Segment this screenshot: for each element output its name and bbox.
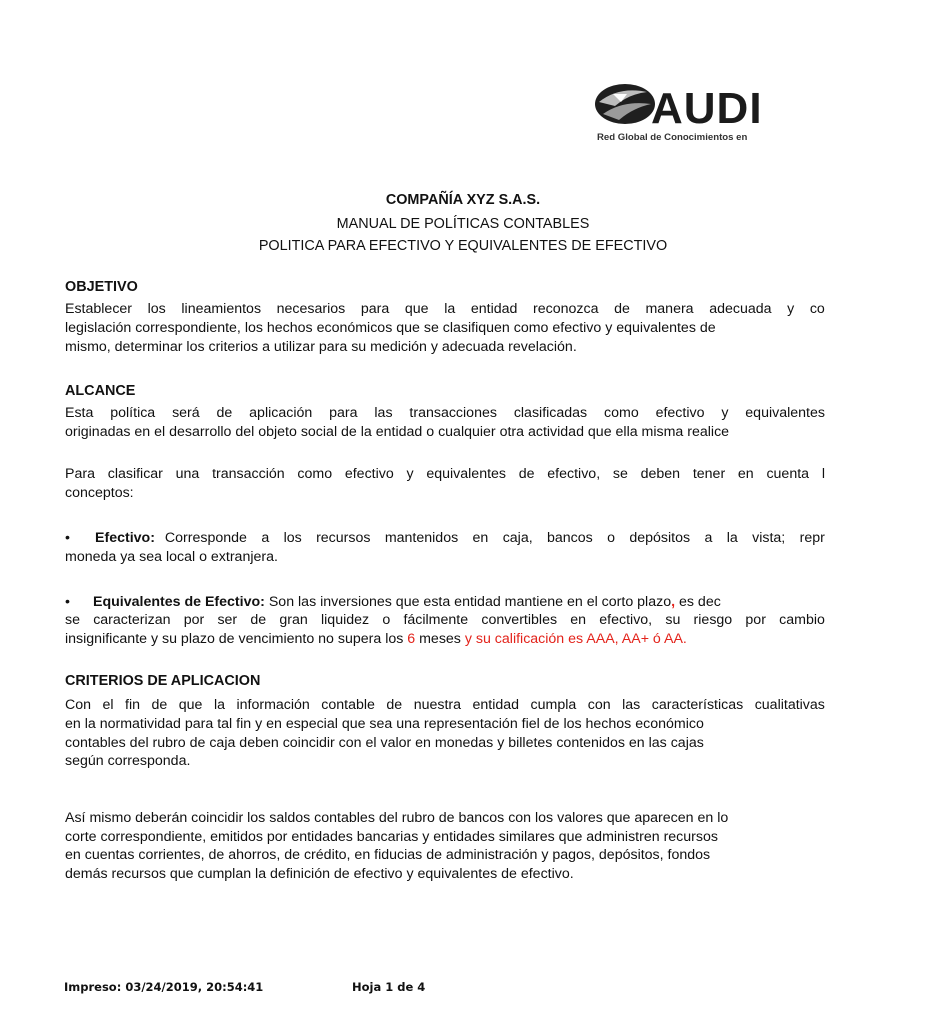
- word: o: [382, 612, 391, 628]
- word: información: [236, 697, 310, 713]
- bullet: •: [65, 594, 70, 610]
- word: convertibles: [481, 612, 558, 628]
- word: las: [374, 405, 393, 421]
- print-timestamp: Impreso: 03/24/2019, 20:54:41: [64, 980, 264, 994]
- criterios-p2-line-3: en cuentas corrientes, de ahorros, de crédito, en fiducias de administración y pagos, depósitos, fondos: [65, 847, 711, 863]
- word: política: [110, 405, 156, 421]
- efectivo-line-2: moneda ya sea local o extranjera.: [65, 549, 278, 565]
- word: mantenidos: [384, 530, 459, 546]
- word: que: [404, 301, 429, 317]
- word: a: [261, 530, 270, 546]
- word: cambio: [779, 612, 825, 628]
- criterios-line-3: contables del rubro de caja deben coincidir con el valor en monedas y billetes contenidos en las cajas: [65, 735, 704, 751]
- company-logo: [593, 80, 793, 150]
- efectivo-bullet-item: [65, 530, 825, 546]
- word: l: [821, 466, 825, 482]
- word: la: [213, 697, 225, 713]
- word: Con: [65, 697, 92, 713]
- word: lineamientos: [181, 301, 262, 317]
- word: ser: [217, 612, 238, 628]
- criterios-line-2: en la normatividad para tal fin y en especial que sea una representación fiel de los hechos económico: [65, 716, 704, 732]
- section-heading-alcance: ALCANCE: [65, 383, 136, 399]
- word: adecuada: [709, 301, 772, 317]
- word: entidad: [472, 697, 520, 713]
- word: tener: [692, 466, 726, 482]
- word: en: [472, 530, 489, 546]
- criterios-line-4: según corresponda.: [65, 753, 191, 769]
- alcance-line-1: [65, 405, 825, 421]
- word: o: [607, 530, 616, 546]
- word: será: [172, 405, 200, 421]
- word: su: [665, 612, 681, 628]
- equivalentes-line-2: [65, 612, 825, 628]
- word: efectivo: [344, 466, 394, 482]
- alcance-para-line-2: conceptos:: [65, 485, 134, 501]
- word: transacción: [212, 466, 285, 482]
- word: en: [570, 612, 587, 628]
- word: riesgo: [693, 612, 733, 628]
- word: fácilmente: [403, 612, 469, 628]
- bullet: •: [65, 530, 70, 546]
- word: de: [386, 697, 403, 713]
- word: en: [737, 466, 754, 482]
- alcance-para-line-1: [65, 466, 825, 482]
- equivalentes-line-3: [65, 631, 687, 647]
- objetivo-line-3: mismo, determinar los criterios a utilizar para su medición y adecuada revelación.: [65, 339, 577, 355]
- word: aplicación: [249, 405, 313, 421]
- word: las: [622, 697, 641, 713]
- equivalentes-bullet-item: [65, 594, 721, 610]
- alcance-line-2: originadas en el desarrollo del objeto social de la entidad o cualquier otra actividad que ella misma realice: [65, 424, 730, 440]
- logo-emblem-icon: [593, 80, 657, 132]
- word: bancos: [547, 530, 593, 546]
- word: manera: [645, 301, 694, 317]
- word: clasificadas: [513, 405, 588, 421]
- criterios-p2-line-4: demás recursos que cumplan la definición de efectivo y equivalentes de efectivo.: [65, 866, 574, 882]
- word: los: [283, 530, 302, 546]
- company-name: COMPAÑÍA XYZ S.A.S.: [385, 192, 541, 208]
- word: repr: [799, 530, 825, 546]
- word: para: [360, 301, 390, 317]
- word: equivalentes: [426, 466, 507, 482]
- months-value: 6: [407, 631, 416, 647]
- word: a: [704, 530, 713, 546]
- word: cualitativas: [754, 697, 825, 713]
- word: y: [721, 405, 729, 421]
- word: y: [787, 301, 795, 317]
- word: se: [612, 466, 628, 482]
- word: caracterizan: [93, 612, 171, 628]
- word: una: [175, 466, 200, 482]
- policy-title: POLITICA PARA EFECTIVO Y EQUIVALENTES DE EFECTIVO: [258, 238, 668, 254]
- word: por: [183, 612, 205, 628]
- criterios-p2-line-2: corte correspondiente, emitidos por entidades bancarias y entidades similares que administren recursos: [65, 829, 718, 845]
- word: la: [444, 301, 456, 317]
- section-heading-objetivo: OBJETIVO: [65, 279, 138, 295]
- word: Establecer: [65, 301, 133, 317]
- word: Esta: [65, 405, 94, 421]
- word: caja,: [502, 530, 533, 546]
- word: equivalentes: [745, 405, 825, 421]
- word: de: [216, 405, 233, 421]
- equivalentes-comma: ,: [671, 594, 676, 610]
- word: entidad: [470, 301, 518, 317]
- word: fin: [125, 697, 141, 713]
- word: por: [745, 612, 766, 628]
- equivalentes-line-1-tail: es dec: [679, 594, 721, 610]
- word: el: [102, 697, 114, 713]
- word: y: [406, 466, 414, 482]
- rating-text: y su calificación es AAA, AA+ ó AA.: [460, 631, 687, 647]
- manual-title: MANUAL DE POLÍTICAS CONTABLES: [336, 216, 590, 232]
- word: nuestra: [413, 697, 462, 713]
- word: transacciones: [409, 405, 497, 421]
- objetivo-line-2: legislación correspondiente, los hechos económicos que se clasifiquen como efectivo y equivalentes de: [65, 320, 716, 336]
- word: contable: [321, 697, 375, 713]
- logo-tagline: Red Global de Conocimientos en: [597, 132, 748, 143]
- equivalentes-line-3-start: insignificante y su plazo de vencimiento no supera los: [65, 631, 408, 647]
- word: como: [297, 466, 333, 482]
- word: cumpla: [530, 697, 577, 713]
- objetivo-line-1: [65, 301, 825, 317]
- word: gran: [279, 612, 308, 628]
- word: necesarios: [276, 301, 346, 317]
- word: como: [604, 405, 639, 421]
- word: co: [809, 301, 825, 317]
- word: cuenta: [766, 466, 810, 482]
- word: efectivo,: [599, 612, 653, 628]
- equivalentes-line-1: Son las inversiones que esta entidad mantiene en el corto plazo: [268, 594, 672, 610]
- word: de: [250, 612, 267, 628]
- word: con: [587, 697, 611, 713]
- efectivo-term: Efectivo:: [95, 530, 155, 546]
- word: efectivo,: [547, 466, 601, 482]
- section-heading-criterios: CRITERIOS DE APLICACION: [65, 673, 261, 689]
- efectivo-line-1: [165, 530, 825, 546]
- word: se: [65, 612, 80, 628]
- word: que: [178, 697, 203, 713]
- word: efectivo: [655, 405, 705, 421]
- word: de: [614, 301, 630, 317]
- criterios-p2-line-1: Así mismo deberán coincidir los saldos contables del rubro de bancos con los valores que aparecen en lo: [65, 810, 729, 826]
- word: clasificar: [107, 466, 163, 482]
- page-number: Hoja 1 de 4: [352, 980, 426, 994]
- word: recursos: [316, 530, 371, 546]
- equivalentes-term: Equivalentes de Efectivo:: [93, 594, 265, 610]
- months-word: meses: [415, 631, 461, 647]
- criterios-line-1: [65, 697, 825, 713]
- word: la: [726, 530, 738, 546]
- word: de: [151, 697, 168, 713]
- word: Para: [65, 466, 95, 482]
- word: depósitos: [629, 530, 691, 546]
- word: para: [329, 405, 358, 421]
- word: los: [147, 301, 166, 317]
- word: vista;: [752, 530, 786, 546]
- word: deben: [640, 466, 681, 482]
- word: reconozca: [533, 301, 599, 317]
- logo-wordmark: AUDI: [651, 84, 763, 133]
- word: características: [651, 697, 744, 713]
- word: de: [518, 466, 535, 482]
- word: liquidez: [321, 612, 370, 628]
- word: Corresponde: [164, 530, 247, 546]
